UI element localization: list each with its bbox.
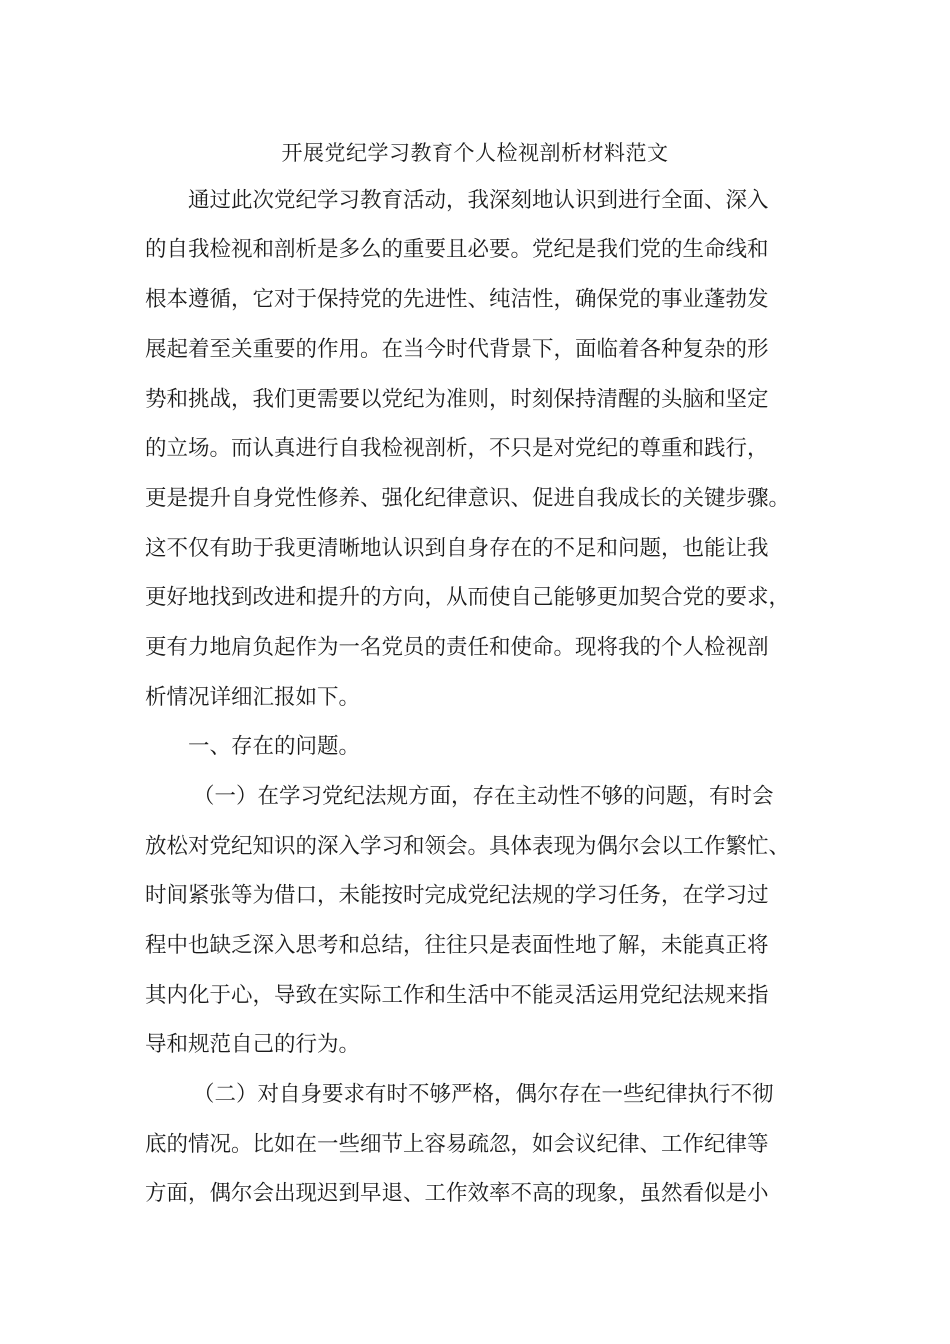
paragraph-line: 根本遵循，它对于保持党的先进性、纯洁性，确保党的事业蓬勃发 bbox=[145, 287, 769, 312]
document-title: 开展党纪学习教育个人检视剖析材料范文 bbox=[281, 141, 669, 165]
paragraph-line: 势和挑战，我们更需要以党纪为准则，时刻保持清醒的头脑和坚定 bbox=[145, 387, 769, 412]
paragraph-line: 析情况详细汇报如下。 bbox=[145, 685, 361, 710]
paragraph-line: 放松对党纪知识的深入学习和领会。具体表现为偶尔会以工作繁忙、 bbox=[145, 834, 791, 859]
paragraph-line: 方面，偶尔会出现迟到早退、工作效率不高的现象，虽然看似是小 bbox=[145, 1181, 769, 1206]
paragraph-line: 导和规范自己的行为。 bbox=[145, 1032, 361, 1057]
section-heading: 一、存在的问题。 bbox=[188, 734, 361, 759]
paragraph-line: 时间紧张等为借口，未能按时完成党纪法规的学习任务，在学习过 bbox=[145, 883, 769, 908]
paragraph-line: 的立场。而认真进行自我检视剖析，不只是对党纪的尊重和践行， bbox=[145, 436, 769, 461]
paragraph-line: （二）对自身要求有时不够严格，偶尔存在一些纪律执行不彻 bbox=[193, 1082, 774, 1107]
paragraph-line: 其内化于心，导致在实际工作和生活中不能灵活运用党纪法规来指 bbox=[145, 983, 769, 1008]
paragraph-line: 更有力地肩负起作为一名党员的责任和使命。现将我的个人检视剖 bbox=[145, 635, 769, 660]
paragraph-line: （一）在学习党纪法规方面，存在主动性不够的问题，有时会 bbox=[193, 784, 774, 809]
paragraph-line: 更好地找到改进和提升的方向，从而使自己能够更加契合党的要求， bbox=[145, 585, 791, 610]
paragraph-line: 底的情况。比如在一些细节上容易疏忽，如会议纪律、工作纪律等 bbox=[145, 1132, 769, 1157]
paragraph-line: 展起着至关重要的作用。在当今时代背景下，面临着各种复杂的形 bbox=[145, 337, 769, 362]
paragraph-line: 更是提升自身党性修养、强化纪律意识、促进自我成长的关键步骤。 bbox=[145, 486, 791, 511]
paragraph-line: 程中也缺乏深入思考和总结，往往只是表面性地了解，未能真正将 bbox=[145, 933, 769, 958]
paragraph-line: 通过此次党纪学习教育活动，我深刻地认识到进行全面、深入 bbox=[188, 188, 769, 213]
paragraph-line: 的自我检视和剖析是多么的重要且必要。党纪是我们党的生命线和 bbox=[145, 237, 769, 262]
paragraph-line: 这不仅有助于我更清晰地认识到自身存在的不足和问题，也能让我 bbox=[145, 536, 769, 561]
